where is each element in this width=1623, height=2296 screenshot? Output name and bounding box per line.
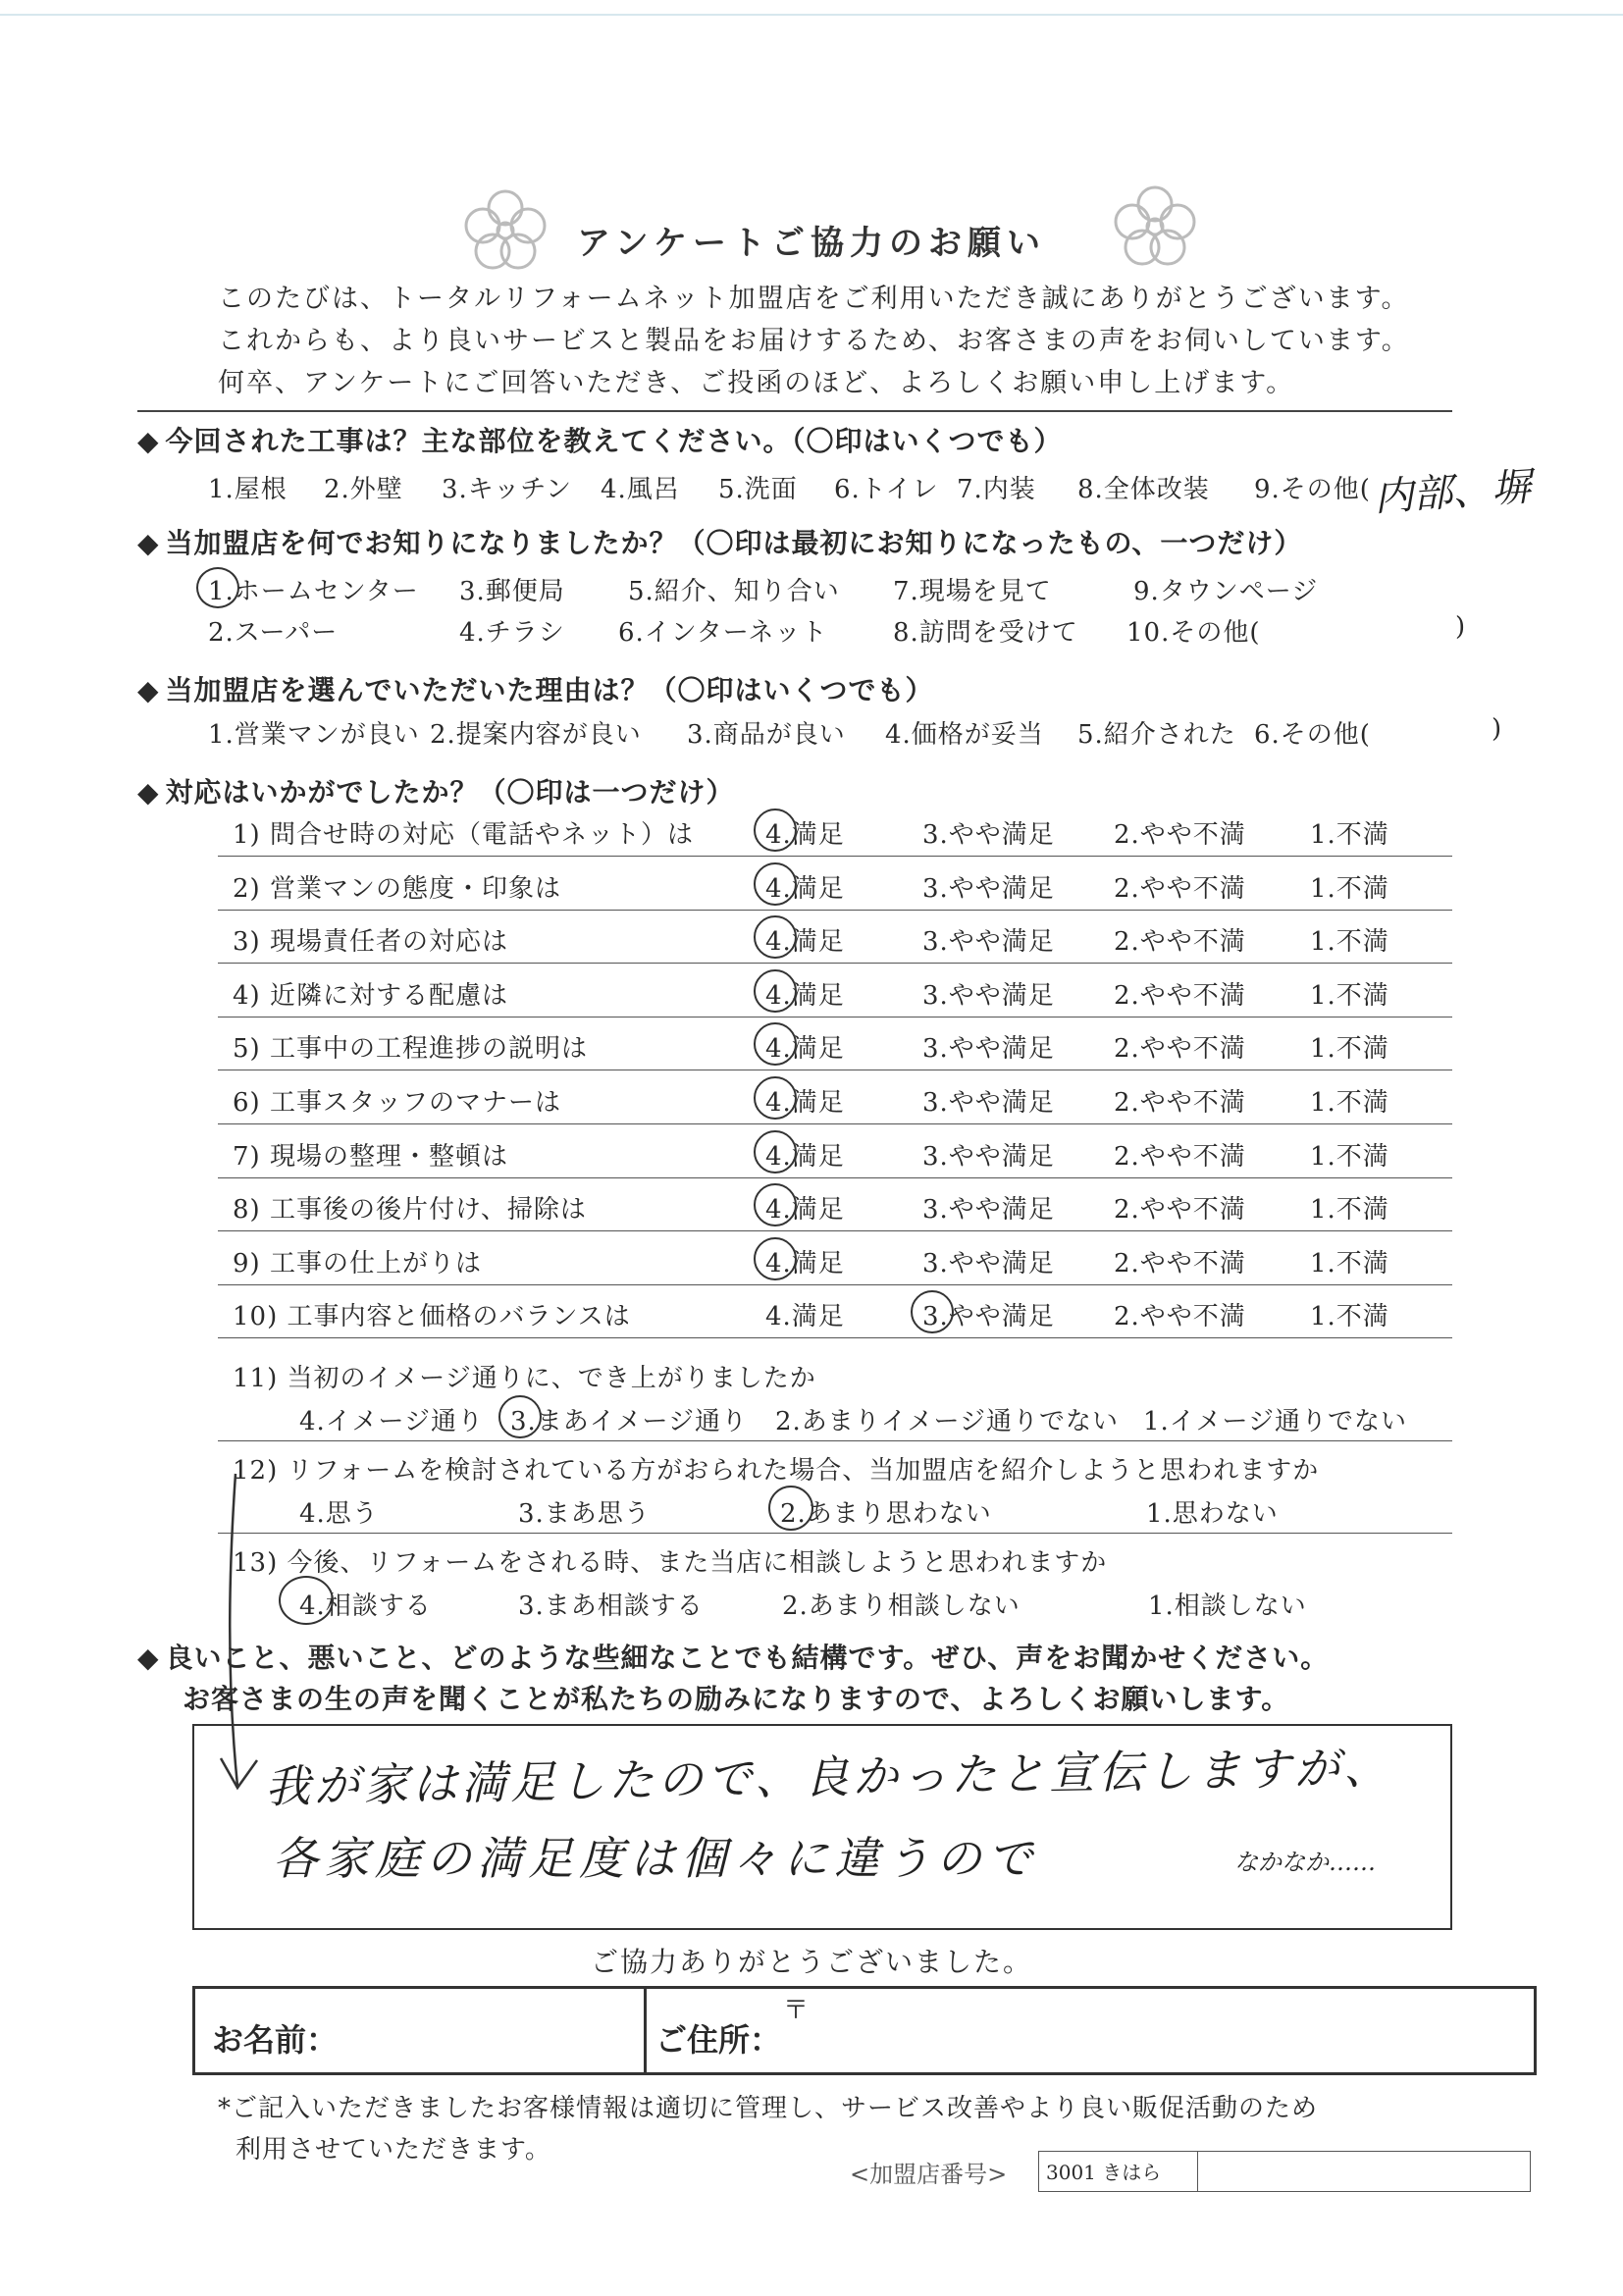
diamond-icon: ◆ xyxy=(137,674,160,706)
row-divider xyxy=(218,1017,1452,1018)
q3-paren-close: ) xyxy=(1492,714,1503,744)
diamond-icon: ◆ xyxy=(137,527,160,559)
q4-rating-option[interactable]: 3.やや満足 xyxy=(922,981,1055,1011)
row-divider xyxy=(218,1533,1452,1534)
q1-option[interactable]: 5.洗面 xyxy=(718,475,798,504)
q3-option[interactable]: 5.紹介された xyxy=(1077,720,1236,750)
q4-rating-option[interactable]: 1.不満 xyxy=(1310,981,1389,1011)
comment-handwritten-line-1: 我が家は満足したので、良かったと宣伝しますが、 xyxy=(264,1740,1393,1814)
comment-handwritten-line-2: 各家庭の満足度は個々に違うので xyxy=(273,1832,1038,1885)
intro-line-2: これからも、より良いサービスと製品をお届けするため、お客さまの声をお伺いしています。 xyxy=(218,326,1410,356)
q2-heading: ◆ 当加盟店を何でお知りになりましたか？（〇印は最初にお知りになったもの、一つだけ） xyxy=(137,527,1303,559)
scan-top-edge xyxy=(0,14,1623,16)
q4-heading: ◆ 対応はいかがでしたか？（〇印は一つだけ） xyxy=(137,776,735,809)
q2-option[interactable]: 8.訪問を受けて xyxy=(893,618,1078,648)
q4-row-label: 1) 問合せ時の対応（電話やネット）は xyxy=(233,820,694,850)
q4-rating-option[interactable]: 4.満足 xyxy=(765,1088,845,1118)
q4-rating-option[interactable]: 3.やや満足 xyxy=(922,1195,1055,1225)
q2-option[interactable]: 1.ホームセンター xyxy=(208,577,419,606)
q4-row-label: 6) 工事スタッフのマナーは xyxy=(233,1088,561,1118)
q2-option[interactable]: 6.インターネット xyxy=(618,618,828,648)
divider xyxy=(137,410,1452,412)
q3-option[interactable]: 2.提案内容が良い xyxy=(430,720,642,750)
thanks-text: ご協力ありがとうございました。 xyxy=(590,1946,1032,1978)
q4-rating-option[interactable]: 3.やや満足 xyxy=(922,820,1055,850)
q4-rating-option[interactable]: 2.やや不満 xyxy=(1114,981,1246,1011)
q11-label: 11) 当初のイメージ通りに、でき上がりましたか xyxy=(233,1364,816,1393)
q1-option[interactable]: 4.風呂 xyxy=(601,475,680,504)
q13-label: 13) 今後、リフォームをされる時、また当店に相談しようと思われますか xyxy=(233,1548,1108,1578)
name-field[interactable] xyxy=(353,2008,618,2051)
q4-rating-option[interactable]: 3.やや満足 xyxy=(922,1142,1055,1172)
q4-rating-option[interactable]: 1.不満 xyxy=(1310,1302,1389,1331)
q4-row-label: 5) 工事中の工程進捗の説明は xyxy=(233,1034,588,1064)
comments-subheading: お客さまの生の声を聞くことが私たちの励みになりますので、よろしくお願いします。 xyxy=(183,1683,1290,1715)
q4-rating-option[interactable]: 2.やや不満 xyxy=(1114,1088,1246,1118)
row-divider xyxy=(218,1440,1452,1441)
q4-row-label: 7) 現場の整理・整頓は xyxy=(233,1142,508,1172)
q3-option[interactable]: 3.商品が良い xyxy=(687,720,846,750)
member-code-divider xyxy=(1197,2151,1198,2192)
selection-circle xyxy=(754,1076,797,1120)
contact-box-divider xyxy=(644,1986,647,2075)
q1-option[interactable]: 6.トイレ xyxy=(834,475,939,504)
q4-rating-option[interactable]: 1.不満 xyxy=(1310,1088,1389,1118)
q1-option[interactable]: 7.内装 xyxy=(957,475,1036,504)
q4-rating-option[interactable]: 3.やや満足 xyxy=(922,927,1055,957)
q4-rating-option[interactable]: 4.満足 xyxy=(765,1142,845,1172)
address-label: ご住所： xyxy=(655,2021,782,2059)
q11-option[interactable]: 4.イメージ通り xyxy=(299,1407,485,1436)
address-field[interactable] xyxy=(805,2008,1511,2051)
selection-circle xyxy=(754,1183,797,1226)
q1-option[interactable]: 9.その他( xyxy=(1254,475,1371,504)
q4-rating-option[interactable]: 4.満足 xyxy=(765,1195,845,1225)
q1-option[interactable]: 1.屋根 xyxy=(208,475,288,504)
q4-rating-option[interactable]: 4.満足 xyxy=(765,1034,845,1064)
q2-option[interactable]: 7.現場を見て xyxy=(893,577,1052,606)
row-divider xyxy=(218,1230,1452,1231)
selection-circle xyxy=(754,1130,797,1174)
q4-row-label: 9) 工事の仕上がりは xyxy=(233,1249,482,1278)
q1-handwritten-other: 内部、塀 xyxy=(1372,464,1533,521)
q2-paren-close: ) xyxy=(1455,612,1467,642)
q2-option[interactable]: 5.紹介、知り合い xyxy=(628,577,840,606)
q2-option[interactable]: 2.スーパー xyxy=(208,618,339,648)
q4-row-label: 2) 営業マンの態度・印象は xyxy=(233,874,561,904)
row-divider xyxy=(218,1284,1452,1285)
q4-row-label: 8) 工事後の後片付け、掃除は xyxy=(233,1195,587,1225)
q3-option[interactable]: 1.営業マンが良い xyxy=(208,720,420,750)
q4-row-label: 3) 現場責任者の対応は xyxy=(233,927,508,957)
q3-option[interactable]: 6.その他( xyxy=(1254,720,1371,750)
diamond-icon: ◆ xyxy=(137,425,160,457)
diamond-icon: ◆ xyxy=(137,1642,160,1674)
q12-option[interactable]: 4.思う xyxy=(299,1499,379,1529)
selection-circle xyxy=(498,1395,542,1438)
row-divider xyxy=(218,1337,1452,1338)
q2-option[interactable]: 4.チラシ xyxy=(459,618,565,648)
q4-rating-option[interactable]: 4.満足 xyxy=(765,1249,845,1278)
q13-option[interactable]: 2.あまり相談しない xyxy=(782,1592,1021,1621)
row-divider xyxy=(218,910,1452,911)
q4-rating-option[interactable]: 1.不満 xyxy=(1310,1195,1389,1225)
q3-option[interactable]: 4.価格が妥当 xyxy=(885,720,1044,750)
q4-rating-option[interactable]: 1.不満 xyxy=(1310,820,1389,850)
intro-line-1: このたびは、トータルリフォームネット加盟店をご利用いただき誠にありがとうございます。 xyxy=(218,284,1410,314)
selection-circle xyxy=(279,1576,334,1625)
q4-rating-option[interactable]: 3.やや満足 xyxy=(922,1302,1055,1331)
q4-rating-option[interactable]: 4.満足 xyxy=(765,1302,845,1331)
postal-mark: 〒 xyxy=(783,1996,810,2025)
q13-option[interactable]: 3.まあ相談する xyxy=(518,1592,704,1621)
q4-rating-option[interactable]: 2.やや不満 xyxy=(1114,874,1246,904)
selection-circle xyxy=(754,969,797,1013)
survey-title: アンケートご協力のお願い xyxy=(577,224,1046,263)
q1-option[interactable]: 3.キッチン xyxy=(442,475,572,504)
q12-option[interactable]: 2.あまり思わない xyxy=(780,1499,992,1529)
q4-rating-option[interactable]: 1.不満 xyxy=(1310,1249,1389,1278)
q4-rating-option[interactable]: 2.やや不満 xyxy=(1114,1249,1246,1278)
q11-option[interactable]: 2.あまりイメージ通りでない xyxy=(775,1407,1120,1436)
q4-rating-option[interactable]: 4.満足 xyxy=(765,820,845,850)
q4-rating-option[interactable]: 2.やや不満 xyxy=(1114,820,1246,850)
q4-rating-option[interactable]: 1.不満 xyxy=(1310,1142,1389,1172)
selection-circle xyxy=(911,1290,954,1333)
q4-rating-option[interactable]: 4.満足 xyxy=(765,927,845,957)
q12-option[interactable]: 1.思わない xyxy=(1146,1499,1279,1529)
row-divider xyxy=(218,856,1452,857)
intro-line-3: 何卒、アンケートにご回答いただき、ご投函のほど、よろしくお願い申し上げます。 xyxy=(218,368,1295,398)
q13-option[interactable]: 4.相談する xyxy=(299,1592,432,1621)
q4-rating-option[interactable]: 1.不満 xyxy=(1310,874,1389,904)
name-label: お名前： xyxy=(212,2021,339,2059)
q4-row-label: 10) 工事内容と価格のバランスは xyxy=(233,1302,631,1331)
q3-heading: ◆ 当加盟店を選んでいただいた理由は？（〇印はいくつでも） xyxy=(137,674,934,706)
selection-circle xyxy=(754,862,797,906)
member-code: 3001 きはら xyxy=(1046,2161,1162,2184)
q11-option[interactable]: 1.イメージ通りでない xyxy=(1143,1407,1408,1436)
q2-option[interactable]: 10.その他( xyxy=(1126,618,1261,648)
q4-rating-option[interactable]: 1.不満 xyxy=(1310,1034,1389,1064)
q11-option[interactable]: 3.まあイメージ通り xyxy=(510,1407,749,1436)
selection-circle xyxy=(754,1022,797,1066)
row-divider xyxy=(218,1177,1452,1178)
q2-option[interactable]: 9.タウンページ xyxy=(1133,577,1319,606)
row-divider xyxy=(218,963,1452,964)
selection-circle xyxy=(196,567,239,608)
q4-rating-option[interactable]: 2.やや不満 xyxy=(1114,1142,1246,1172)
q12-label: 12) リフォームを検討されている方がおられた場合、当加盟店を紹介しようと思われますか xyxy=(233,1456,1320,1486)
privacy-note-line-1: *ご記入いただきましたお客様情報は適切に管理し、サービス改善やより良い販促活動のため xyxy=(218,2094,1319,2123)
privacy-note-line-2: 利用させていただきます。 xyxy=(236,2135,551,2165)
q1-option[interactable]: 8.全体改装 xyxy=(1077,475,1210,504)
q4-row-label: 4) 近隣に対する配慮は xyxy=(233,981,508,1011)
selection-circle xyxy=(754,915,797,959)
comments-heading: ◆ 良いこと、悪いこと、どのような些細なことでも結構です。ぜひ、声をお聞かせください。 xyxy=(137,1642,1330,1674)
q4-rating-option[interactable]: 4.満足 xyxy=(765,874,845,904)
q1-heading: ◆ 今回された工事は？主な部位を教えてください。（〇印はいくつでも） xyxy=(137,425,1063,457)
selection-circle xyxy=(754,1237,797,1280)
q4-rating-option[interactable]: 3.やや満足 xyxy=(922,1034,1055,1064)
q2-option[interactable]: 3.郵便局 xyxy=(459,577,565,606)
q1-option[interactable]: 2.外壁 xyxy=(324,475,403,504)
q4-rating-option[interactable]: 3.やや満足 xyxy=(922,874,1055,904)
q4-rating-option[interactable]: 1.不満 xyxy=(1310,927,1389,957)
comment-handwritten-tail: なかなか…… xyxy=(1234,1849,1376,1876)
q4-rating-option[interactable]: 2.やや不満 xyxy=(1114,1302,1246,1331)
q4-rating-option[interactable]: 2.やや不満 xyxy=(1114,1034,1246,1064)
q4-rating-option[interactable]: 3.やや満足 xyxy=(922,1088,1055,1118)
selection-circle xyxy=(754,809,797,852)
diamond-icon: ◆ xyxy=(137,776,160,809)
q4-rating-option[interactable]: 4.満足 xyxy=(765,981,845,1011)
q13-option[interactable]: 1.相談しない xyxy=(1148,1592,1307,1621)
q4-rating-option[interactable]: 2.やや不満 xyxy=(1114,927,1246,957)
q4-rating-option[interactable]: 3.やや満足 xyxy=(922,1249,1055,1278)
row-divider xyxy=(218,1123,1452,1124)
q4-rating-option[interactable]: 2.やや不満 xyxy=(1114,1195,1246,1225)
q12-option[interactable]: 3.まあ思う xyxy=(518,1499,651,1529)
member-code-label: <加盟店番号> xyxy=(850,2161,1008,2188)
selection-circle xyxy=(768,1486,813,1531)
